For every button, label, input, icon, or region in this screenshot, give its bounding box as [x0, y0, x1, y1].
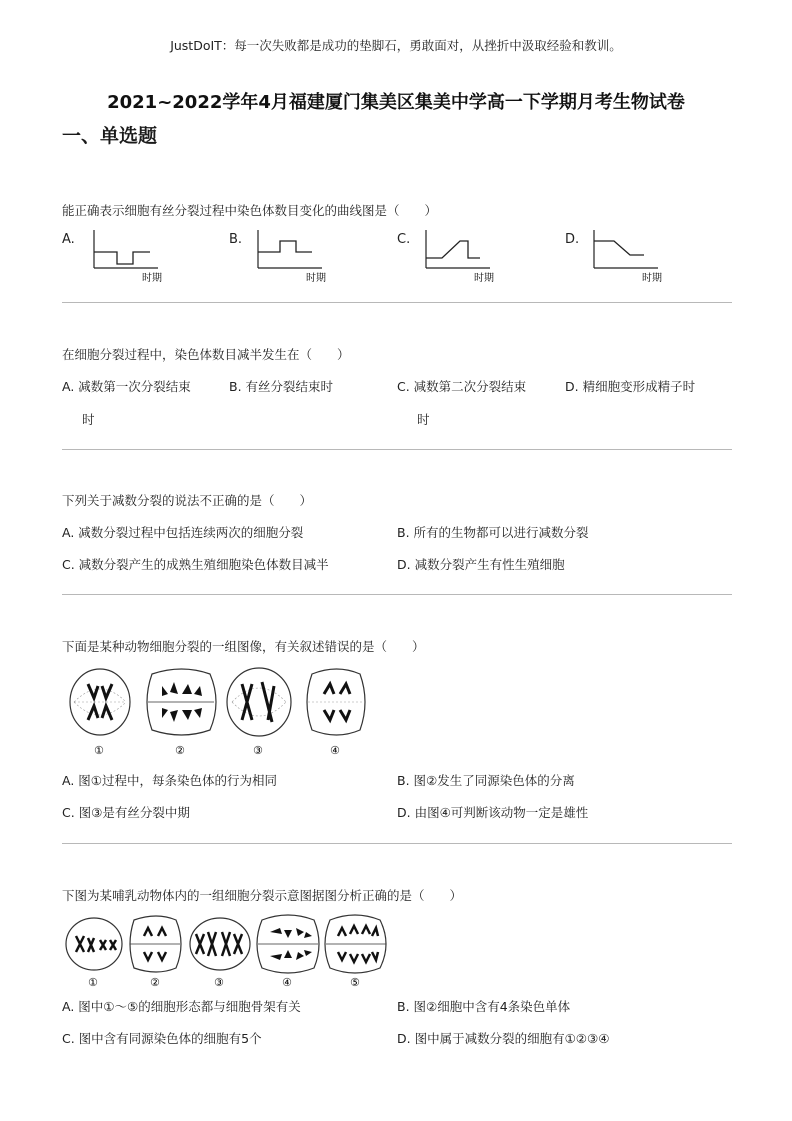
q5-cell-3-label: ③	[214, 976, 224, 989]
q4-cell-2	[147, 669, 216, 757]
q4-cell-3-label: ③	[253, 744, 263, 757]
q5-cell-5	[325, 915, 386, 989]
q2-option-c-cont: 时	[417, 412, 430, 427]
divider	[62, 843, 732, 844]
q5-option-c: C. 图中含有同源染色体的细胞有5个	[62, 1031, 262, 1046]
q4-option-d: D. 由图④可判断该动物一定是雄性	[397, 805, 589, 820]
divider	[62, 594, 732, 595]
q1-option-b-label: B.	[229, 232, 243, 247]
q4-cell-1-label: ①	[94, 744, 104, 757]
q5-option-a: A. 图中①～⑤的细胞形态都与细胞骨架有关	[62, 999, 301, 1014]
q5-cell-1	[66, 918, 122, 989]
q1-graph-c	[420, 228, 500, 284]
divider	[62, 449, 732, 450]
q4-option-c: C. 图③是有丝分裂中期	[62, 805, 190, 820]
q1-option-d-label: D.	[565, 232, 580, 247]
page-motto: JustDoIT：每一次失败都是成功的垫脚石，勇敢面对，从挫折中汲取经验和教训。	[170, 38, 622, 53]
q5-cell-figure	[62, 912, 402, 992]
page-title: 2021~2022学年4月福建厦门集美区集美中学高一下学期月考生物试卷	[107, 92, 685, 113]
question-4-stem: 下面是某种动物细胞分裂的一组图像，有关叙述错误的是（ ）	[62, 639, 425, 654]
q3-option-a: A. 减数分裂过程中包括连续两次的细胞分裂	[62, 525, 304, 540]
q4-cell-figure	[62, 664, 372, 762]
q4-cell-4	[307, 669, 365, 757]
q5-option-d: D. 图中属于减数分裂的细胞有①②③④	[397, 1031, 610, 1046]
q1-graph-a	[88, 228, 168, 284]
q3-option-c: C. 减数分裂产生的成熟生殖细胞染色体数目减半	[62, 557, 329, 572]
q2-option-a: A. 减数第一次分裂结束	[62, 379, 191, 394]
q1-option-c-label: C.	[397, 232, 411, 247]
q1-graph-d-axis-label: 时期	[642, 273, 662, 284]
q5-cell-3	[190, 918, 250, 989]
q1-graph-b	[252, 228, 332, 284]
q2-option-a-cont: 时	[82, 412, 95, 427]
q5-cell-4	[257, 915, 319, 989]
q1-graph-d	[588, 228, 668, 284]
question-2-stem: 在细胞分裂过程中，染色体数目减半发生在（ ）	[62, 347, 350, 362]
q4-option-b: B. 图②发生了同源染色体的分离	[397, 773, 575, 788]
q3-option-b: B. 所有的生物都可以进行减数分裂	[397, 525, 589, 540]
q1-graph-c-axis-label: 时期	[474, 273, 494, 284]
q5-cell-2	[130, 916, 181, 989]
q4-cell-4-label: ④	[330, 744, 340, 757]
q1-option-a-label: A.	[62, 232, 75, 247]
q2-option-d: D. 精细胞变形成精子时	[565, 379, 696, 394]
q4-cell-1	[70, 669, 130, 757]
q5-option-b: B. 图②细胞中含有4条染色单体	[397, 999, 571, 1014]
q2-option-c: C. 减数第二次分裂结束	[397, 379, 527, 394]
question-3-stem: 下列关于减数分裂的说法不正确的是（ ）	[62, 493, 313, 508]
q2-option-b: B. 有丝分裂结束时	[229, 379, 334, 394]
question-1-stem: 能正确表示细胞有丝分裂过程中染色体数目变化的曲线图是（ ）	[62, 203, 438, 218]
q3-option-d: D. 减数分裂产生有性生殖细胞	[397, 557, 565, 572]
q4-option-a: A. 图①过程中，每条染色体的行为相同	[62, 773, 277, 788]
q4-cell-2-label: ②	[175, 744, 185, 757]
q5-cell-4-label: ④	[282, 976, 292, 989]
q1-graph-a-axis-label: 时期	[142, 273, 162, 284]
q5-cell-5-label: ⑤	[350, 976, 360, 989]
q5-cell-2-label: ②	[150, 976, 160, 989]
q4-cell-3	[227, 668, 291, 757]
q1-graph-b-axis-label: 时期	[306, 273, 326, 284]
q5-cell-1-label: ①	[88, 976, 98, 989]
section-heading: 一、单选题	[62, 125, 158, 147]
divider	[62, 302, 732, 303]
question-5-stem: 下图为某哺乳动物体内的一组细胞分裂示意图据图分析正确的是（ ）	[62, 888, 463, 903]
